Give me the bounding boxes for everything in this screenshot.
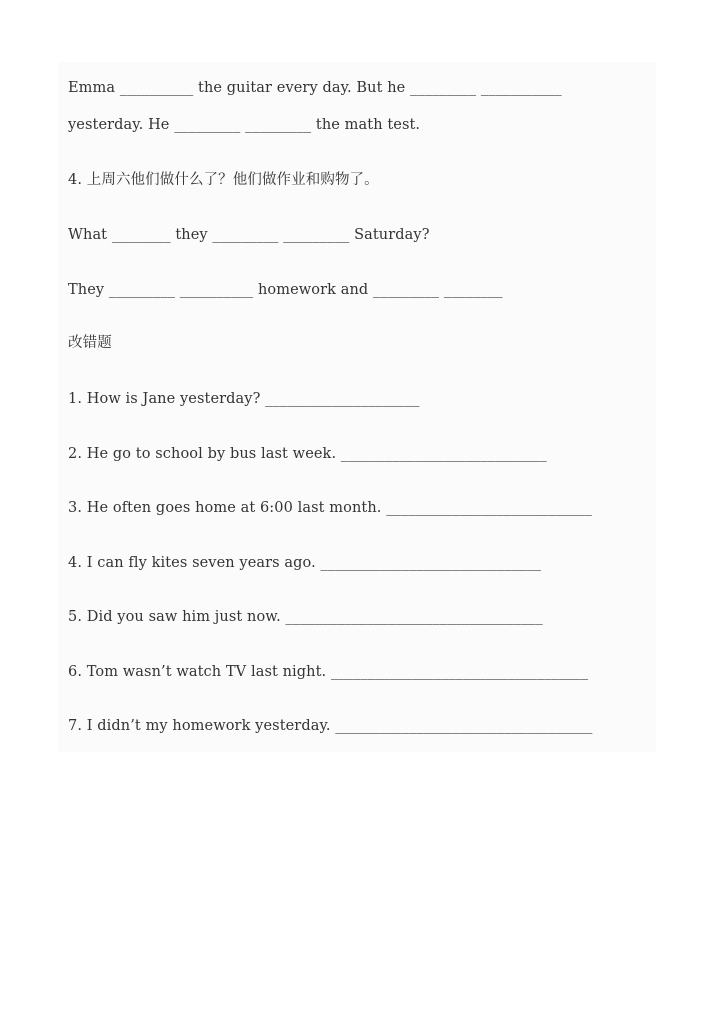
question-4-prompt: 4. 上周六他们做什么了？他们做作业和购物了。: [68, 172, 379, 188]
question-4-line-1: What ________ they _________ _________ Saturday?: [68, 227, 430, 243]
correction-item-4: 4. I can fly kites seven years ago. ______________________________: [68, 555, 542, 571]
correction-item-1: 1. How is Jane yesterday? _____________________: [68, 391, 420, 407]
correction-item-5: 5. Did you saw him just now. ___________________________________: [68, 609, 543, 625]
fill-in-line-2: yesterday. He _________ _________ the math test.: [68, 117, 421, 133]
correction-heading: 改错题: [68, 335, 112, 351]
fill-in-line-1: Emma __________ the guitar every day. But he _________ ___________: [68, 80, 562, 96]
question-4-line-2: They _________ __________ homework and _________ ________: [68, 282, 503, 298]
correction-item-2: 2. He go to school by bus last week. ____________________________: [68, 446, 547, 462]
correction-item-7: 7. I didn’t my homework yesterday. ___________________________________: [68, 718, 593, 734]
correction-item-6: 6. Tom wasn’t watch TV last night. ___________________________________: [68, 664, 589, 680]
correction-item-3: 3. He often goes home at 6:00 last month. ____________________________: [68, 500, 592, 516]
